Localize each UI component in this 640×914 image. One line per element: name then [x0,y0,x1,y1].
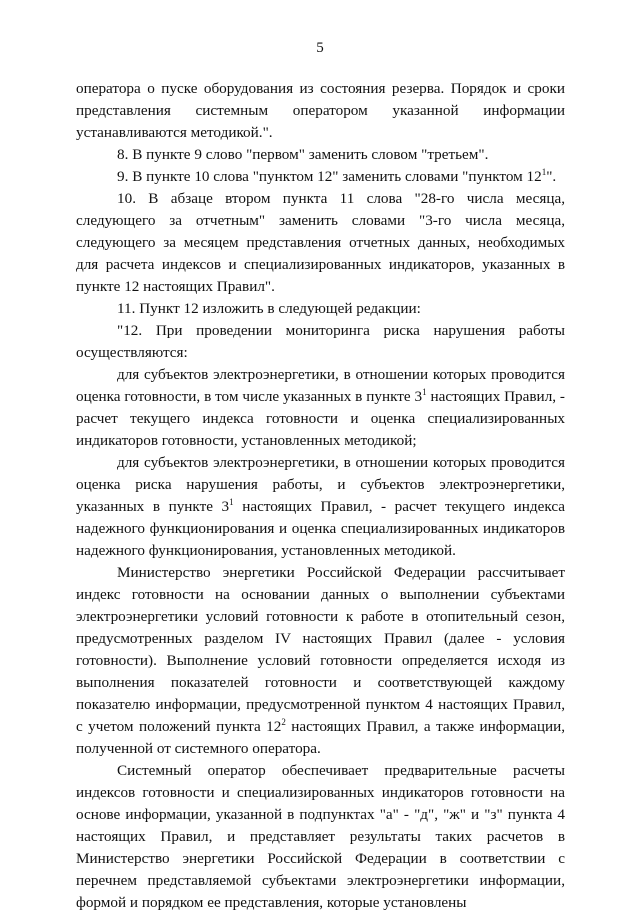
document-body [76,78,565,914]
paragraph-item-10 [76,188,565,298]
paragraph-text: ". [546,168,557,185]
paragraph-text: настоящих Правил, а также информации, полученной от системного оператора. [76,718,566,757]
paragraph-text: Системный оператор обеспечивает предварительные расчеты индексов готовности и специализированных индикаторов готовности на основе информации, указанной в подпунктах "а" - "д", "ж" и "з" пункта 4 настоящих Правил, и представляет результаты таких расчетов в Министерство энергетики Российской Федерации в соответствии с перечнем представляемой субъектами электроэнергетики информации, формой и порядком ее представления, которые установлены [76,762,565,911]
paragraph-text: Министерство энергетики Российской Федерации рассчитывает индекс готовности на основании данных о выполнении субъектами электроэнергетики условий готовности к работе в отопительный сезон, предусмотренных разделом IV настоящих Правил (далее - условия готовности). Выполнение условий готовности определяется исходя из выполнения показателей готовности и соответствующей каждому показателю информации, предусмотренной пунктом 4 настоящих Правил, с учетом положений пункта 12 [76,564,565,735]
paragraph-point-12 [76,320,565,364]
paragraph-text: 9. В пункте 10 слова "пунктом 12" заменить словами "пунктом 12 [117,168,542,185]
paragraph-risk-assessment [76,452,565,562]
superscript: 1 [422,387,427,397]
paragraph-item-9 [76,166,565,188]
paragraph-text: для субъектов электроэнергетики, в отношении которых проводится оценка готовности, в том числе указанных в пункте 3 [76,366,565,405]
paragraph-text: для субъектов электроэнергетики, в отношении которых проводится оценка риска нарушения работы, и субъектов электроэнергетики, указанных в пункте 3 [76,454,565,515]
paragraph-text: настоящих Правил, - расчет текущего индекса готовности и оценка специализированных индикаторов готовности, установленных методикой; [76,388,565,449]
paragraph-text: 10. В абзаце втором пункта 11 слова "28-го числа месяца, следующего за отчетным" заменить словами "3-го числа месяца, следующего за месяцем представления отчетных данных, необходимых для расчета индексов и специализированных индикаторов, указанных в пункте 12 настоящих Правил". [76,190,565,295]
superscript: 1 [541,167,547,177]
page-number: 5 [316,40,324,56]
paragraph-ministry [76,562,565,760]
paragraph-text: оператора о пуске оборудования из состояния резерва. Порядок и сроки представления системным оператором указанной информации устанавливаются методикой.". [76,80,565,141]
paragraph-text: 11. Пункт 12 изложить в следующей редакции: [117,300,421,317]
paragraph-readiness-assessment [76,364,565,452]
superscript: 1 [229,497,234,507]
superscript: 2 [281,717,286,727]
paragraph-continuation [76,78,565,144]
paragraph-system-operator [76,760,565,914]
paragraph-text: настоящих Правил, - расчет текущего индекса надежного функционирования и оценка специализированных индикаторов надежного функционирования, установленных методикой. [76,498,565,559]
paragraph-text: "12. При проведении мониторинга риска нарушения работы осуществляются: [76,322,565,361]
paragraph-text: 8. В пункте 9 слово "первом" заменить словом "третьем". [117,146,489,163]
paragraph-item-8 [76,144,565,166]
paragraph-item-11 [76,298,565,320]
